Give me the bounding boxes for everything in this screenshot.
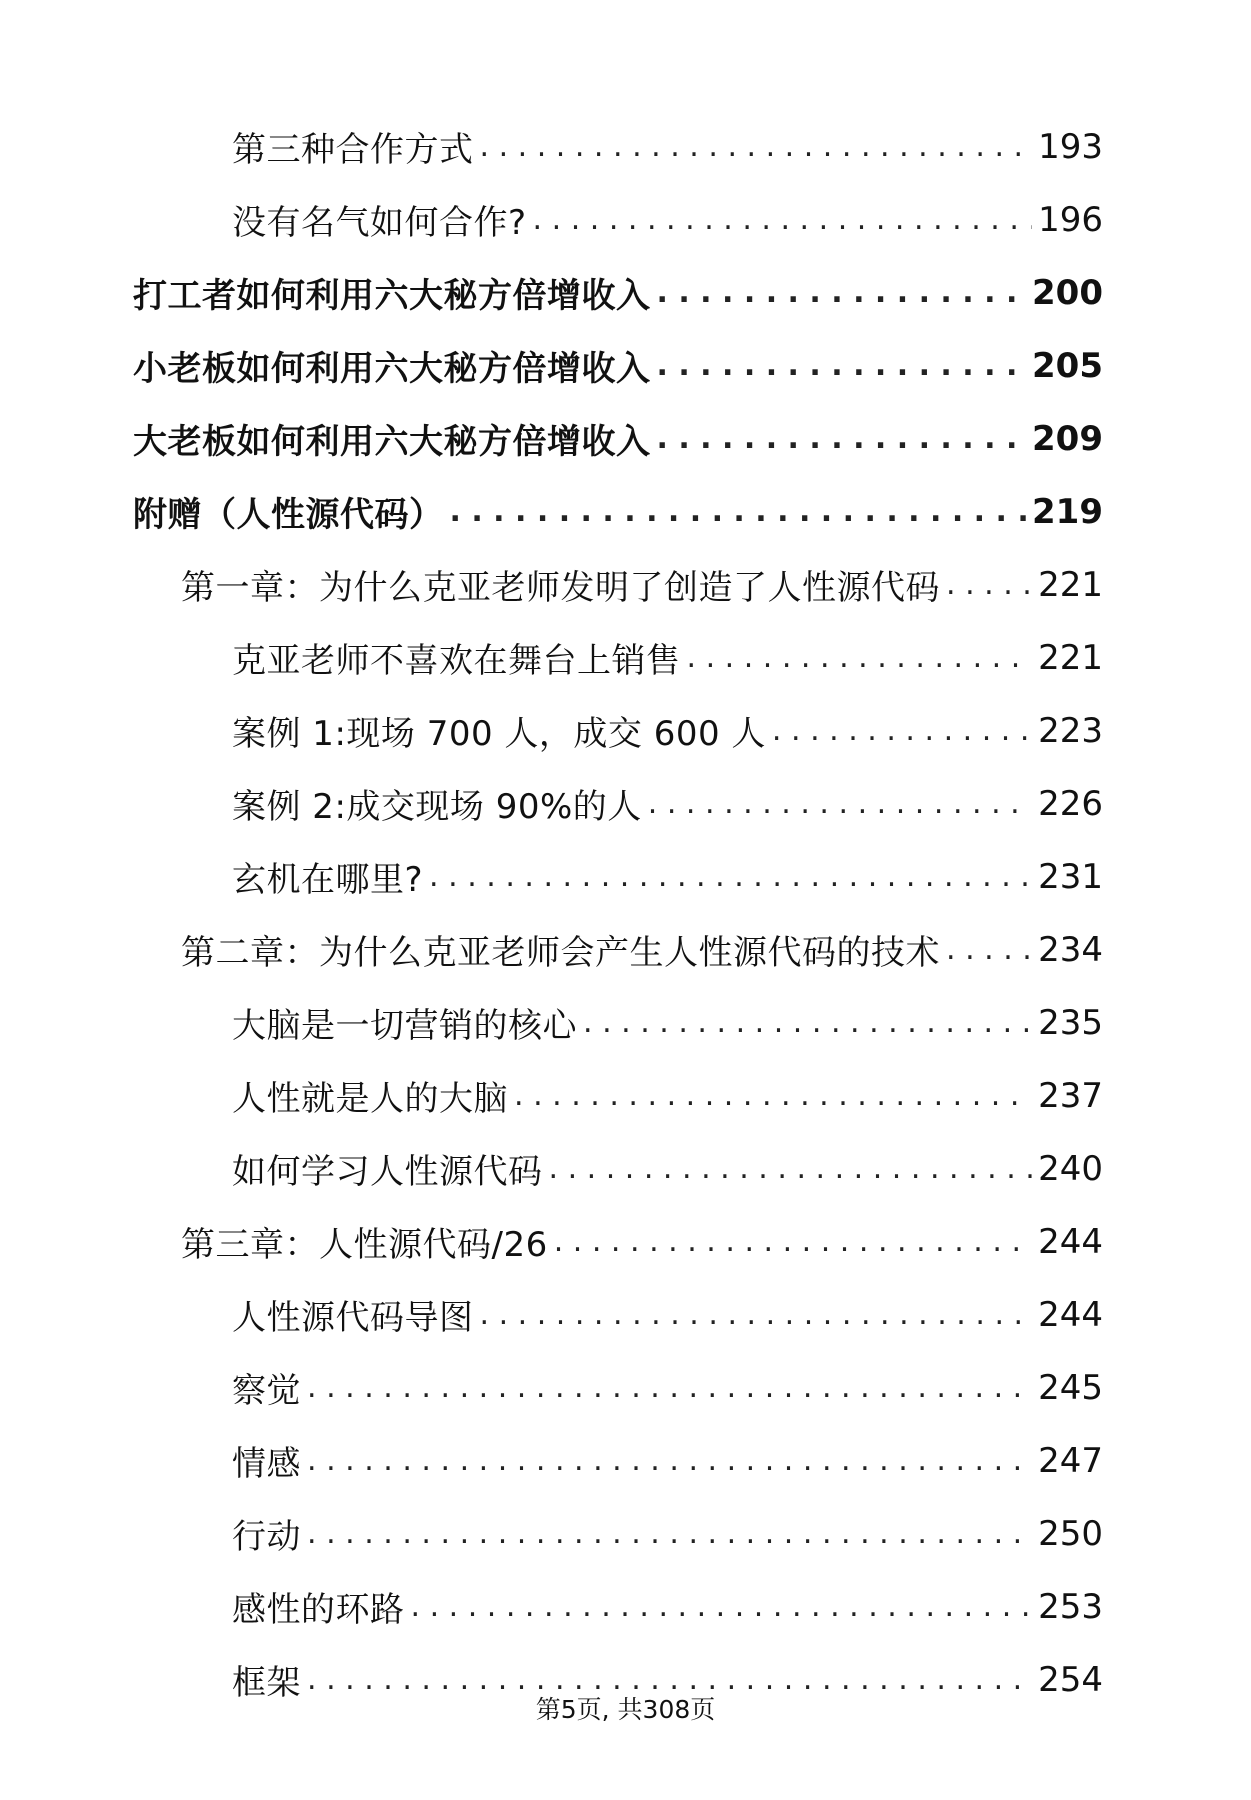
- toc-entry-page: 221: [1038, 564, 1103, 605]
- toc-entry-title: 察觉: [232, 1371, 301, 1411]
- page-footer: [0, 1690, 1251, 1726]
- toc-entry-page: 193: [1038, 126, 1103, 167]
- toc-dot-leader: [657, 349, 1027, 383]
- toc-dot-leader: [411, 1590, 1033, 1624]
- toc-entry-title: 人性就是人的大脑: [232, 1079, 508, 1119]
- toc-dot-leader: [307, 1444, 1032, 1478]
- toc-entry[interactable]: [0, 913, 1251, 986]
- toc-entry[interactable]: [0, 1132, 1251, 1205]
- toc-entry-page: 219: [1032, 491, 1103, 532]
- toc-entry-page: 200: [1032, 272, 1103, 313]
- toc-dot-leader: [687, 641, 1033, 675]
- toc-entry[interactable]: [0, 183, 1251, 256]
- toc-entry[interactable]: [0, 1570, 1251, 1643]
- toc-entry-title: 第一章：为什么克亚老师发明了创造了人性源代码: [181, 568, 940, 608]
- toc-entry-title: 案例 1:现场 700 人，成交 600 人: [232, 714, 766, 754]
- toc-entry[interactable]: [0, 840, 1251, 913]
- toc-entry-page: 253: [1038, 1586, 1103, 1627]
- toc-entry-title: 案例 2:成交现场 90%的人: [232, 787, 642, 827]
- toc-entry-title: 感性的环路: [232, 1590, 405, 1630]
- toc-dot-leader: [307, 1517, 1032, 1551]
- toc-dot-leader: [307, 1371, 1032, 1405]
- toc-dot-leader: [480, 130, 1033, 164]
- toc-dot-leader: [648, 787, 1032, 821]
- toc-entry[interactable]: [0, 1497, 1251, 1570]
- toc-entry[interactable]: [0, 475, 1251, 548]
- table-of-contents: [0, 110, 1251, 1716]
- toc-entry[interactable]: [0, 1205, 1251, 1278]
- toc-entry-page: 209: [1032, 418, 1103, 459]
- toc-entry-page: 205: [1032, 345, 1103, 386]
- toc-entry-title: 玄机在哪里?: [232, 860, 424, 900]
- toc-entry[interactable]: [0, 694, 1251, 767]
- toc-dot-leader: [549, 1152, 1033, 1186]
- toc-dot-leader: [946, 933, 1032, 967]
- toc-entry-page: 237: [1038, 1075, 1103, 1116]
- toc-entry-page: 234: [1038, 929, 1103, 970]
- toc-entry-page: 231: [1038, 856, 1103, 897]
- toc-dot-leader: [480, 1298, 1033, 1332]
- toc-dot-leader: [657, 276, 1027, 310]
- toc-entry-page: 223: [1038, 710, 1103, 751]
- toc-entry-title: 人性源代码导图: [232, 1298, 474, 1338]
- page-indicator: 第5页, 共308页: [535, 1695, 716, 1724]
- toc-entry-page: 244: [1038, 1221, 1103, 1262]
- toc-entry-title: 第二章：为什么克亚老师会产生人性源代码的技术: [181, 933, 940, 973]
- toc-entry-title: 大脑是一切营销的核心: [232, 1006, 577, 1046]
- toc-entry-page: 254: [1038, 1659, 1103, 1700]
- toc-dot-leader: [554, 1225, 1032, 1259]
- toc-entry-title: 如何学习人性源代码: [232, 1152, 543, 1192]
- toc-entry[interactable]: [0, 1278, 1251, 1351]
- toc-entry[interactable]: [0, 402, 1251, 475]
- toc-entry[interactable]: [0, 1424, 1251, 1497]
- toc-entry-page: 247: [1038, 1440, 1103, 1481]
- toc-entry[interactable]: [0, 256, 1251, 329]
- toc-entry[interactable]: [0, 986, 1251, 1059]
- toc-entry-page: 226: [1038, 783, 1103, 824]
- toc-entry-page: 250: [1038, 1513, 1103, 1554]
- toc-dot-leader: [450, 495, 1027, 529]
- toc-entry-title: 打工者如何利用六大秘方倍增收入: [133, 276, 651, 316]
- toc-dot-leader: [772, 714, 1032, 748]
- toc-dot-leader: [583, 1006, 1032, 1040]
- toc-entry[interactable]: [0, 110, 1251, 183]
- toc-entry-title: 第三种合作方式: [232, 130, 474, 170]
- toc-dot-leader: [533, 203, 1033, 237]
- toc-entry[interactable]: [0, 1059, 1251, 1132]
- toc-entry[interactable]: [0, 1351, 1251, 1424]
- toc-entry-title: 小老板如何利用六大秘方倍增收入: [133, 349, 651, 389]
- toc-dot-leader: [657, 422, 1027, 456]
- toc-dot-leader: [514, 1079, 1032, 1113]
- toc-entry-page: 196: [1038, 199, 1103, 240]
- toc-entry-page: 245: [1038, 1367, 1103, 1408]
- toc-entry[interactable]: [0, 548, 1251, 621]
- toc-dot-leader: [429, 860, 1032, 894]
- toc-entry-title: 大老板如何利用六大秘方倍增收入: [133, 422, 651, 462]
- toc-entry-page: 235: [1038, 1002, 1103, 1043]
- toc-entry[interactable]: [0, 767, 1251, 840]
- toc-entry-title: 附赠（人性源代码）: [133, 495, 444, 535]
- toc-entry-title: 框架: [232, 1663, 301, 1703]
- toc-entry[interactable]: [0, 621, 1251, 694]
- toc-entry-page: 244: [1038, 1294, 1103, 1335]
- toc-dot-leader: [946, 568, 1032, 602]
- toc-entry[interactable]: [0, 329, 1251, 402]
- toc-entry-title: 第三章：人性源代码/26: [181, 1225, 548, 1265]
- toc-entry-title: 行动: [232, 1517, 301, 1557]
- toc-entry-title: 情感: [232, 1444, 301, 1484]
- toc-entry-title: 克亚老师不喜欢在舞台上销售: [232, 641, 681, 681]
- toc-entry-page: 221: [1038, 637, 1103, 678]
- toc-entry-page: 240: [1038, 1148, 1103, 1189]
- toc-entry-title: 没有名气如何合作?: [232, 203, 527, 243]
